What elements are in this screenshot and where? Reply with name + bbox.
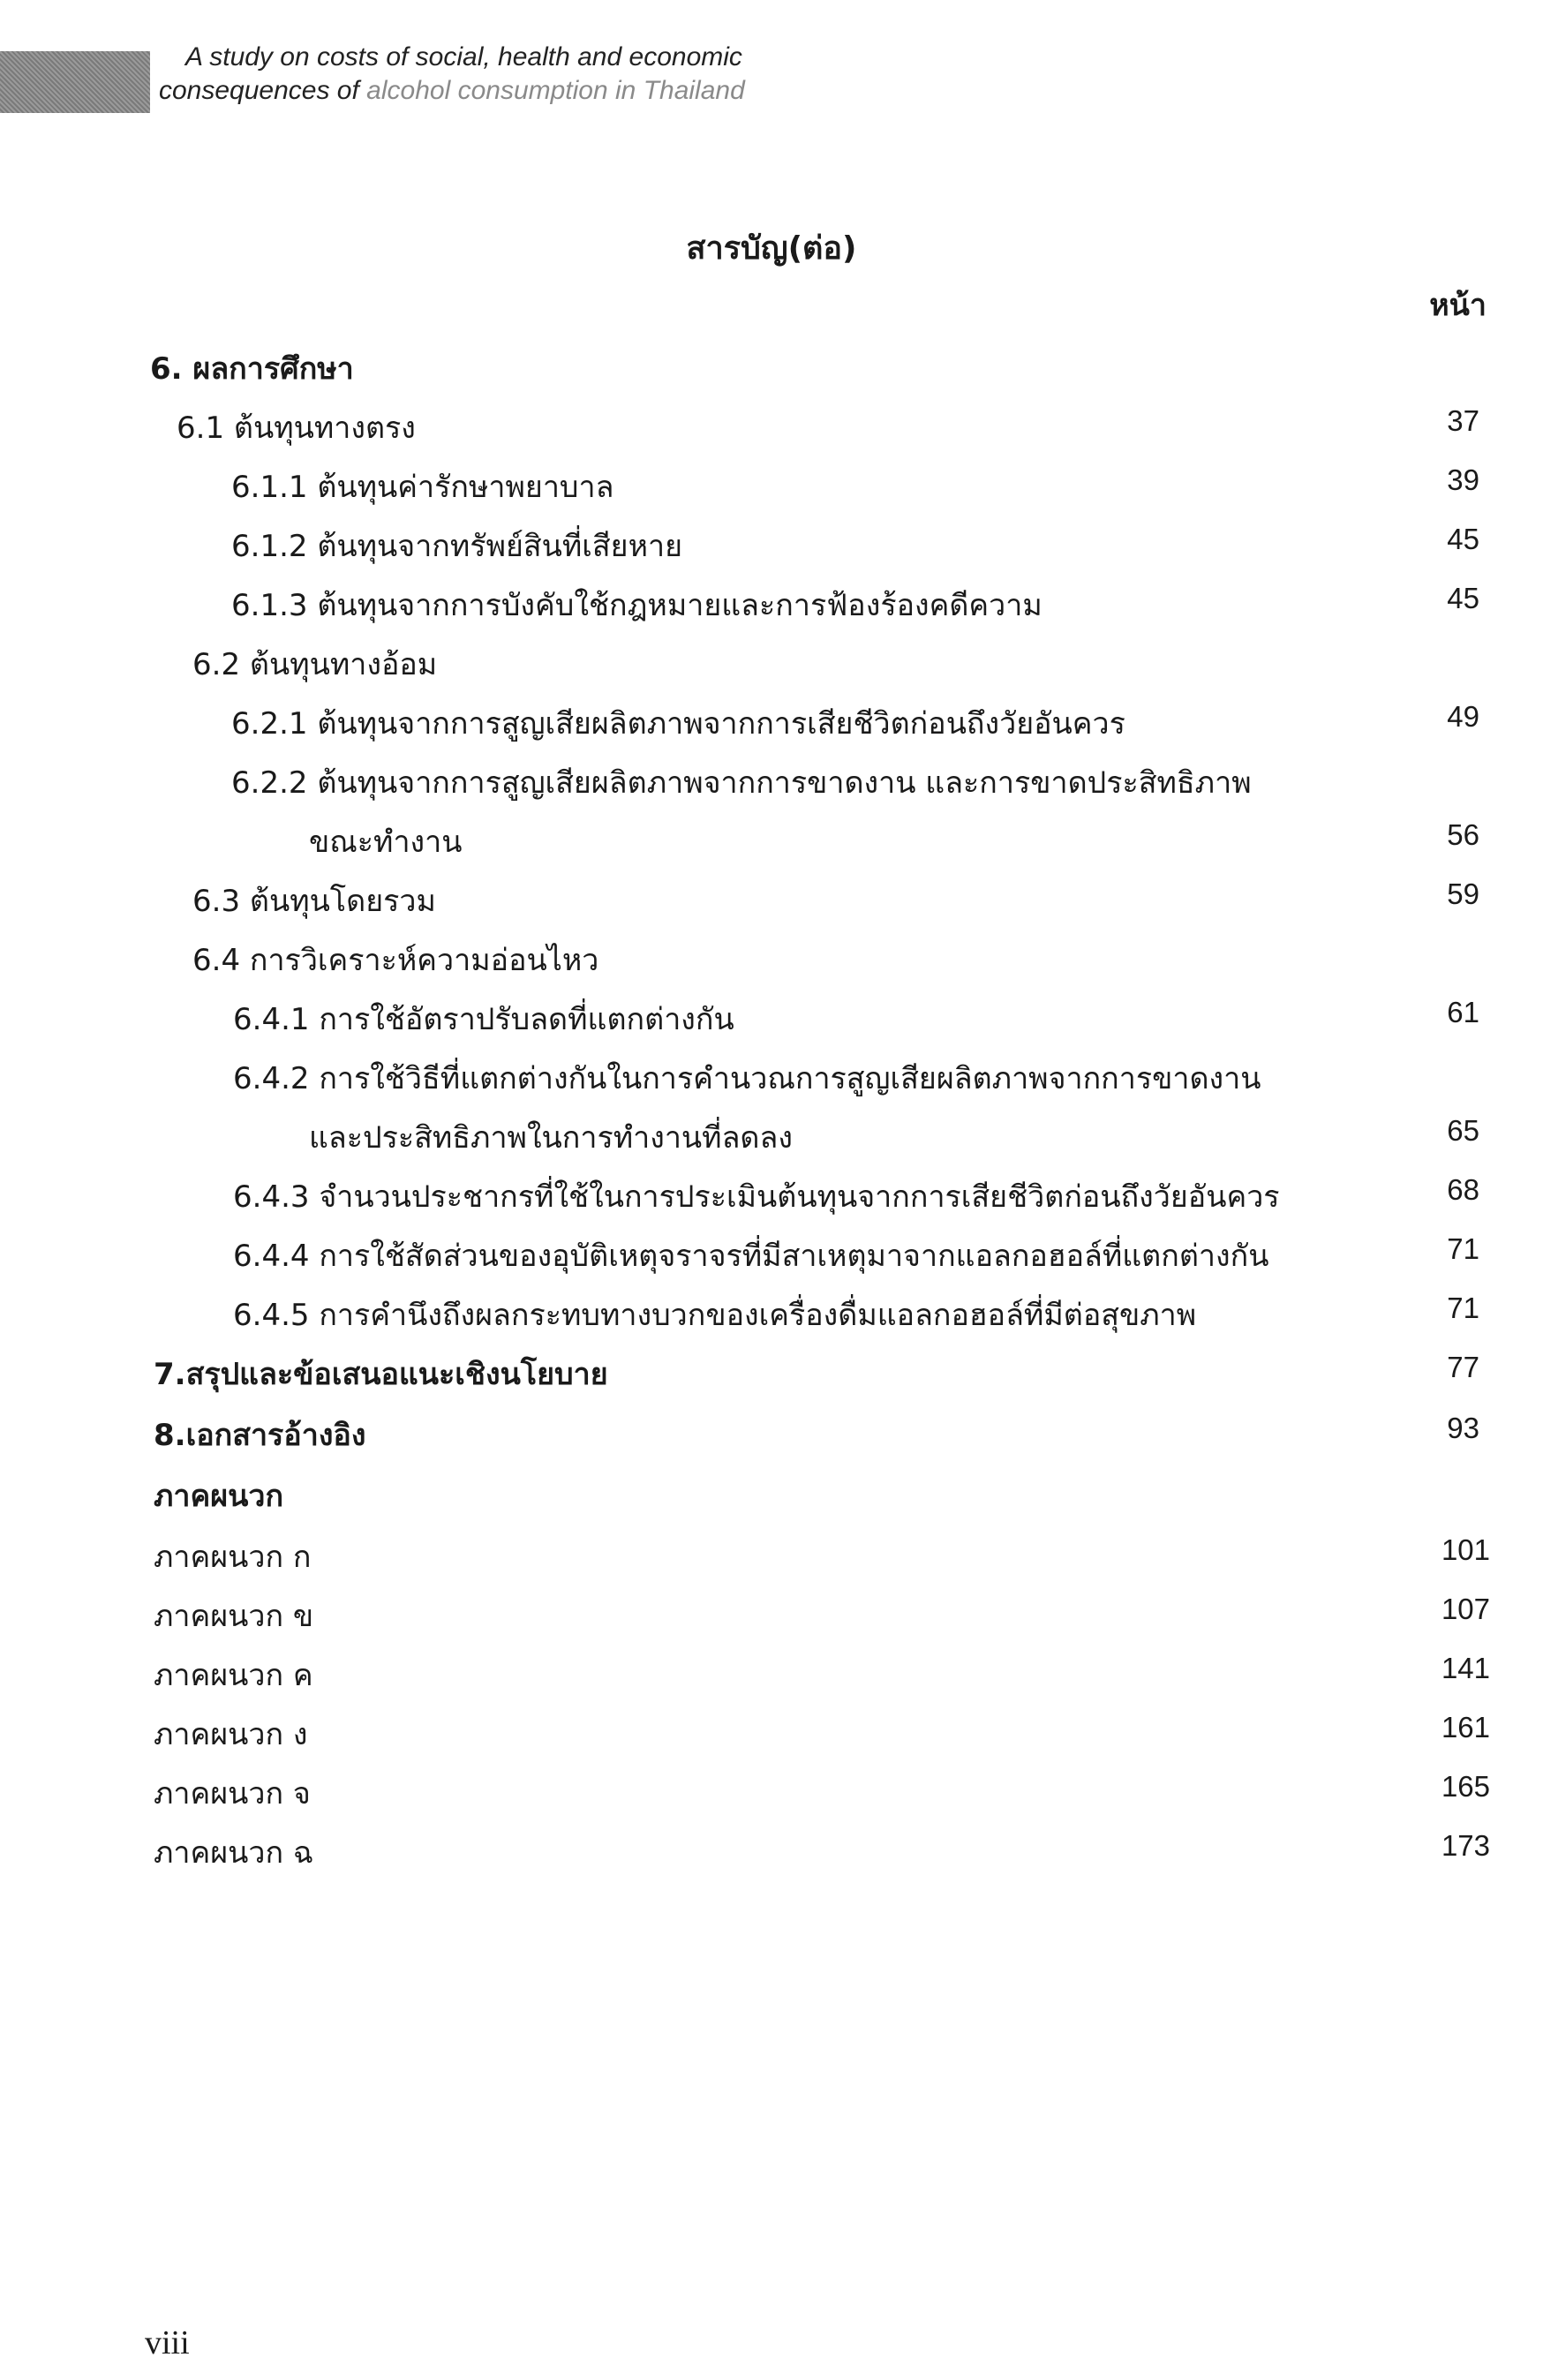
toc-row (0, 1708, 1543, 1761)
toc-row (0, 1767, 1543, 1820)
toc-entry-label: ภาคผนวก ง (154, 1717, 308, 1752)
toc-entry-label: 6.1.2 ต้นทุนจากทรัพย์สินที่เสียหาย (231, 529, 683, 564)
toc-entry-label: 6.4.1 การใช้อัตราปรับลดที่แตกต่างกัน (233, 1002, 734, 1037)
toc-row (0, 638, 1543, 691)
toc-entry-page: 39 (1447, 463, 1479, 496)
page-number: viii (145, 2324, 190, 2361)
toc-row (0, 1590, 1543, 1643)
toc-entry-page: 59 (1447, 877, 1479, 910)
toc-row (0, 934, 1543, 987)
toc-entry-label: และประสิทธิภาพในการทำงานที่ลดลง (309, 1120, 793, 1156)
toc-row (0, 816, 1543, 869)
toc-entry-page: 37 (1447, 404, 1479, 437)
toc-entry-page: 93 (1447, 1412, 1479, 1444)
toc-row (0, 1111, 1543, 1164)
toc-entry-label: 6. ผลการศึกษา (150, 351, 354, 387)
toc-row (0, 1348, 1543, 1401)
toc-entry-page: 165 (1441, 1770, 1490, 1803)
toc-row (0, 1531, 1543, 1584)
toc-entry-label: ภาคผนวก ค (154, 1658, 313, 1693)
toc-entry-page: 71 (1447, 1232, 1479, 1265)
header-line-2-light: alcohol consumption in Thailand (358, 76, 745, 105)
toc-entry-page: 61 (1447, 996, 1479, 1028)
toc-entry-page: 45 (1447, 523, 1479, 555)
toc-entry-label: 6.2.2 ต้นทุนจากการสูญเสียผลิตภาพจากการขาดงาน และการขาดประสิทธิภาพ (231, 765, 1252, 801)
toc-entry-label: 6.4.4 การใช้สัดส่วนของอุบัติเหตุจราจรที่มีสาเหตุมาจากแอลกอฮอล์ที่แตกต่างกัน (233, 1239, 1269, 1274)
toc-entry-page: 71 (1447, 1292, 1479, 1324)
toc-entry-label: 6.1 ต้นทุนทางตรง (177, 410, 416, 446)
toc-entry-label: 6.1.1 ต้นทุนค่ารักษาพยาบาล (231, 470, 614, 505)
toc-entry-page: 56 (1447, 818, 1479, 851)
toc-entry-label: ภาคผนวก ก (154, 1540, 312, 1575)
toc-row (0, 343, 1543, 395)
toc-entry-page: 173 (1441, 1829, 1490, 1862)
toc-row (0, 579, 1543, 632)
header-line-2 (159, 74, 745, 108)
toc-row (0, 875, 1543, 928)
header-decorative-block (0, 51, 150, 113)
toc-entry-label: 6.4 การวิเคราะห์ความอ่อนไหว (192, 943, 599, 978)
toc-title: สารบัญ(ต่อ) (686, 230, 857, 267)
toc-entry-label: 8.เอกสารอ้างอิง (154, 1418, 366, 1453)
page-column-label: หน้า (1429, 288, 1487, 323)
toc-row (0, 1171, 1543, 1224)
toc-entry-label: 6.4.2 การใช้วิธีที่แตกต่างกันในการคำนวณการสูญเสียผลิตภาพจากการขาดงาน (233, 1061, 1261, 1096)
toc-entry-label: ภาคผนวก จ (154, 1776, 311, 1811)
toc-entry-label: ขณะทำงาน (309, 825, 463, 860)
running-header (159, 41, 745, 108)
toc-row (0, 520, 1543, 573)
toc-entry-label: 7.สรุปและข้อเสนอแนะเชิงนโยบาย (154, 1357, 608, 1392)
toc-entry-page: 49 (1447, 700, 1479, 733)
toc-entry-page: 161 (1441, 1711, 1490, 1744)
toc-entry-page: 101 (1441, 1533, 1490, 1566)
toc-entry-page: 45 (1447, 582, 1479, 614)
toc-row (0, 1289, 1543, 1342)
toc-entry-label: 6.4.3 จำนวนประชากรที่ใช้ในการประเมินต้นทุนจากการเสียชีวิตก่อนถึงวัยอันควร (233, 1179, 1280, 1215)
toc-entry-label: 6.3 ต้นทุนโดยรวม (192, 884, 436, 919)
toc-entry-page: 107 (1441, 1593, 1490, 1625)
toc-row (0, 993, 1543, 1046)
toc-entry-page: 77 (1447, 1351, 1479, 1383)
toc-row (0, 1052, 1543, 1105)
header-line-2-dark: consequences of (159, 76, 359, 105)
toc-row (0, 1649, 1543, 1702)
toc-entry-page: 68 (1447, 1173, 1479, 1206)
toc-entry-page: 65 (1447, 1114, 1479, 1147)
toc-entry-label: 6.2 ต้นทุนทางอ้อม (192, 647, 438, 682)
toc-row (0, 461, 1543, 514)
toc-row (0, 757, 1543, 810)
header-line-1: A study on costs of social, health and economic (185, 42, 742, 72)
toc-entry-label: 6.1.3 ต้นทุนจากการบังคับใช้กฎหมายและการฟ้องร้องคดีความ (231, 588, 1042, 623)
toc-row (0, 402, 1543, 455)
toc-entry-label: 6.2.1 ต้นทุนจากการสูญเสียผลิตภาพจากการเสียชีวิตก่อนถึงวัยอันควร (231, 706, 1125, 742)
toc-entry-label: ภาคผนวก ฉ (154, 1835, 314, 1871)
toc-row (0, 1230, 1543, 1283)
toc-entry-label: ภาคผนวก (154, 1479, 284, 1514)
toc-row (0, 1409, 1543, 1462)
toc-entry-label: ภาคผนวก ข (154, 1599, 314, 1634)
toc-entry-page: 141 (1441, 1652, 1490, 1684)
toc-row (0, 697, 1543, 750)
toc-row (0, 1826, 1543, 1879)
toc-entry-label: 6.4.5 การคำนึงถึงผลกระทบทางบวกของเครื่องดื่มแอลกอฮอล์ที่มีต่อสุขภาพ (233, 1298, 1197, 1333)
toc-row (0, 1470, 1543, 1523)
